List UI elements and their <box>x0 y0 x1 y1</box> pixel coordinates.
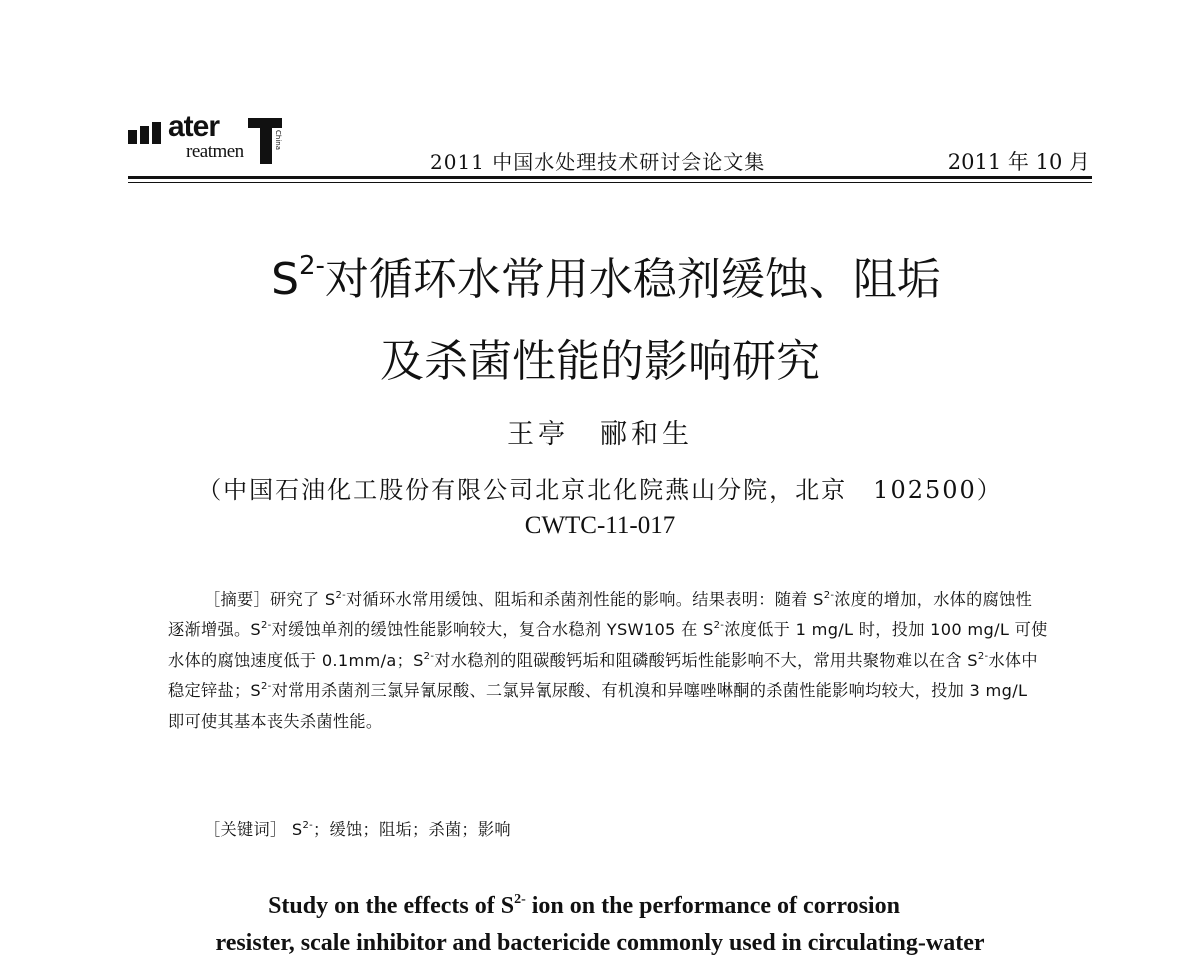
paper-code: CWTC-11-017 <box>524 512 676 539</box>
logo-vertical-text: China <box>274 130 282 150</box>
logo-word-treatment: reatmen <box>186 141 244 162</box>
header-rule-thin <box>128 182 1092 183</box>
english-title-line2: resister, scale inhibitor and bactericide commonly used in circulating-water <box>215 930 985 956</box>
publication-date: 2011 年 10 月 <box>947 150 1090 174</box>
keywords: ［关键词］ $S^{2-}$；缓蚀；阻垢；杀菌；影响 <box>204 820 511 839</box>
water-treatment-logo <box>128 108 288 170</box>
affiliation: （中国石油化工股份有限公司北京北化院燕山分院，北京 102500） <box>197 476 1003 504</box>
keywords-label: ［关键词］ <box>204 820 287 839</box>
conference-name: 2011 中国水处理技术研讨会论文集 <box>430 150 766 174</box>
logo-word-water: ater <box>168 110 220 143</box>
abstract: ［摘要］研究了 $S^{2-}$对循环水常用缓蚀、阻垢和杀菌剂性能的影响。结果表明：随着 $S^{2-}$浓度的增加，水体的腐蚀性逐渐增强。$S^{2-}$对缓蚀单剂的缓蚀性能影响较大，复合水稳剂 YSW105 在 $S^{2-}$浓度低于 1 mg/L 时，投加 100 mg/L 可使水体的腐蚀速度低于 0.1mm/a；$S^{2-}$对水稳剂的阻碳酸钙垢和阻磷酸钙垢性能影响不大，常用共聚物难以在含 $S^{2-}$水体中稳定锌盐；$S^{2-}$对常用杀菌剂三氯异氰尿酸、二氯异氰尿酸、有机溴和异噻唑啉酮的杀菌性能影响均较大，投加 3 mg/L 即可使其基本丧失杀菌性能。 <box>168 590 1048 731</box>
paper-title-line2: 及杀菌性能的影响研究 <box>380 336 820 387</box>
logo-t-icon <box>248 118 282 164</box>
header-rule-thick <box>128 176 1092 179</box>
english-title-line1: Study on the effects of $S^{2-}$ ion on the performance of corrosion <box>268 892 900 919</box>
authors: 王亭 郦和生 <box>507 419 693 450</box>
abstract-label: ［摘要］ <box>204 590 270 609</box>
paper-title-line1: $S^{2-}$对循环水常用水稳剂缓蚀、阻垢 <box>271 251 941 305</box>
